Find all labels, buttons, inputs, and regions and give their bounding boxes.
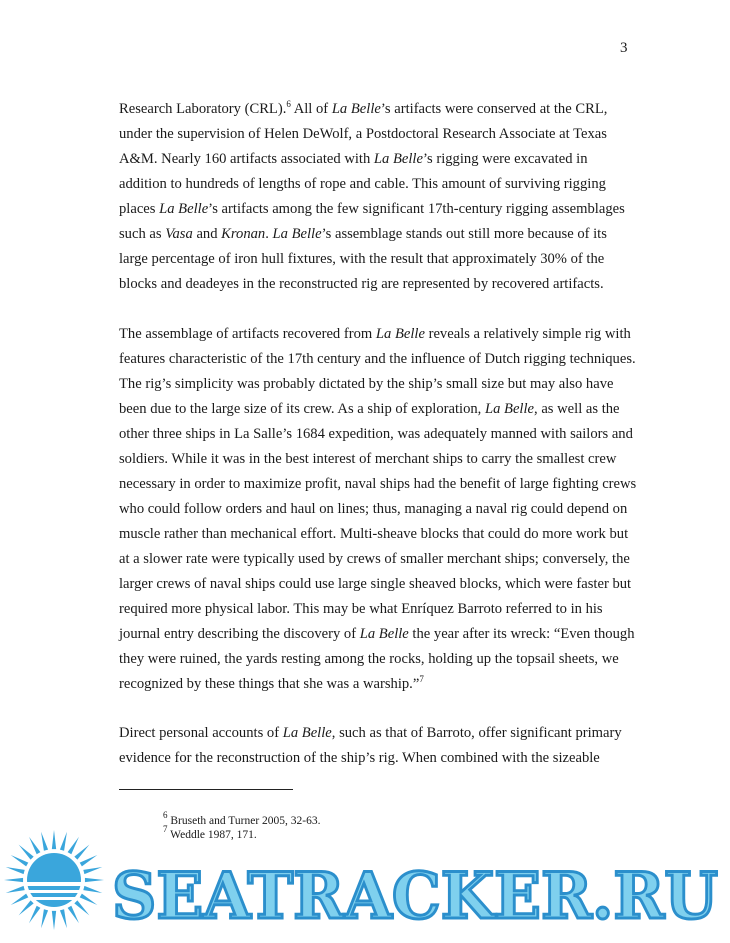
italic-title: La Belle (484, 401, 535, 417)
text-run: blocks and deadeyes in the reconstructed rig are represented by recovered artifacts. (119, 276, 604, 292)
sun-ray (6, 886, 25, 893)
sun-ray (41, 832, 48, 851)
text-run: journal entry describing the discovery of (119, 626, 360, 642)
text-run: , such as that of Barroto, offer significant primary (331, 725, 622, 741)
text-run: large percentage of iron hull fixtures, with the result that approximately 30% of the (119, 251, 605, 267)
text-run: other three ships in La Salle’s 1684 expedition, was adequately manned with sailors and (119, 426, 633, 442)
text-line (119, 726, 622, 741)
text-run: recognized by these things that she was a warship.” (119, 676, 420, 692)
text-line (119, 527, 628, 542)
text-line (119, 127, 607, 142)
text-run: the year after its wreck: “Even though (408, 626, 635, 642)
italic-title: La Belle (282, 725, 332, 741)
text-run: A&M. Nearly 160 artifacts associated with (119, 151, 374, 167)
text-run: necessary in order to maximize profit, naval ships had the benefit of large fighting crews (119, 476, 637, 492)
text-line (119, 602, 603, 617)
text-line (119, 452, 616, 467)
text-run: The assemblage of artifacts recovered from (119, 326, 376, 342)
text-run: addition to hundreds of lengths of rope and cable. This amount of surviving rigging (119, 176, 606, 192)
italic-title: La Belle (159, 201, 209, 217)
page-number: 3 (620, 40, 628, 56)
italic-title: La Belle (359, 626, 409, 642)
text-line (119, 252, 604, 267)
text-run: been due to the large size of its crew. As a ship of exploration, (119, 401, 485, 417)
text-run: under the supervision of Helen DeWolf, a Postdoctoral Research Associate at Texas (119, 126, 607, 142)
text-run: at a slower rate were typically used by crews of smaller merchant ships; conversely, the (119, 551, 630, 567)
sun-ray (29, 906, 40, 924)
text-line (119, 352, 636, 367)
text-run: reveals a relatively simple rig with (424, 326, 631, 342)
sun-ray (68, 906, 79, 924)
sun-ray (83, 867, 102, 874)
sun-ray (80, 855, 98, 866)
text-line (119, 652, 619, 667)
sun-ray (60, 832, 67, 851)
text-run: and (192, 226, 222, 242)
text-line (119, 477, 636, 492)
text-run: ’s assemblage stands out still more because of its (321, 226, 607, 242)
text-line (119, 674, 424, 692)
footnote-ref: 6 (286, 99, 291, 109)
text-run: they were ruined, the yards resting among the rocks, holding up the topsail sheets, we (119, 651, 619, 667)
text-line (119, 502, 627, 517)
text-run: , as well as the (534, 401, 620, 417)
text-run: muscle rather than mechanical effort. Multi-sheave blocks that could do more work but (119, 526, 629, 542)
text-line (119, 99, 608, 117)
text-line (119, 202, 625, 217)
footnote-text: Weddle 1987, 171. (167, 829, 257, 841)
sun-ray (4, 878, 23, 882)
sun-ray (60, 909, 67, 928)
text-run: ’s artifacts were conserved at the CRL, (380, 101, 608, 117)
sun-ray (52, 911, 56, 930)
text-line (119, 427, 633, 442)
text-line (119, 152, 588, 167)
text-run: places (119, 201, 160, 217)
sun-ray (80, 894, 98, 905)
text-run: All of (290, 101, 332, 117)
sun-ray (19, 845, 34, 860)
text-line (119, 277, 604, 292)
text-line (119, 377, 613, 392)
italic-title: La Belle (272, 226, 322, 242)
sun-ray (74, 845, 89, 860)
footnote-ref: 7 (419, 674, 424, 684)
watermark (0, 820, 730, 943)
text-run: . (265, 226, 273, 242)
italic-title: Kronan (221, 226, 266, 242)
sun-ray (83, 886, 102, 893)
sun-ray (11, 894, 29, 905)
sun-ray (68, 837, 79, 855)
text-run: larger crews of naval ships could use large single sheaved blocks, which were faster but (119, 576, 632, 592)
text-run: features characteristic of the 17th century and the influence of Dutch rigging techniques. (119, 351, 636, 367)
text-run: Direct personal accounts of (119, 725, 283, 741)
footnote-number: 7 (163, 824, 168, 834)
sun-ray (52, 830, 56, 849)
sun-logo-icon (4, 830, 104, 930)
text-run: ’s artifacts among the few significant 17th-century rigging assemblages (208, 201, 625, 217)
sun-ray (11, 855, 29, 866)
text-line (119, 577, 631, 592)
footnote-separator (119, 789, 293, 790)
sun-ray (85, 878, 104, 882)
watermark-text: SEATRACKER.RU (112, 859, 718, 934)
text-line (119, 552, 630, 567)
italic-title: La Belle (375, 326, 425, 342)
sun-ray (41, 909, 48, 928)
italic-title: La Belle (373, 151, 423, 167)
text-run: required more physical labor. This may be what Enríquez Barroto referred to in his (119, 601, 603, 617)
text-line (119, 751, 600, 766)
text-run: such as (119, 226, 166, 242)
text-run: Research Laboratory (CRL). (119, 101, 287, 117)
sun-ray (19, 900, 34, 915)
text-line (119, 327, 631, 342)
footnote-text: Bruseth and Turner 2005, 32-63. (167, 815, 321, 827)
text-line (119, 227, 607, 242)
text-run: ’s rigging were excavated in (422, 151, 588, 167)
italic-title: La Belle (331, 101, 381, 117)
text-run: soldiers. While it was in the best interest of merchant ships to carry the smallest crew (119, 451, 617, 467)
sun-ray (74, 900, 89, 915)
text-line (119, 627, 635, 642)
sun-ray (29, 837, 40, 855)
text-run: evidence for the reconstruction of the ship’s rig. When combined with the sizeable (119, 750, 600, 766)
footnote-number: 6 (163, 810, 168, 820)
text-line (119, 402, 620, 417)
text-run: who could follow orders and haul on lines; thus, managing a naval rig could depend on (119, 501, 628, 517)
text-line (119, 177, 606, 192)
text-run: The rig’s simplicity was probably dictated by the ship’s small size but may also have (119, 376, 614, 392)
italic-title: Vasa (165, 226, 193, 242)
sun-ray (6, 867, 25, 874)
